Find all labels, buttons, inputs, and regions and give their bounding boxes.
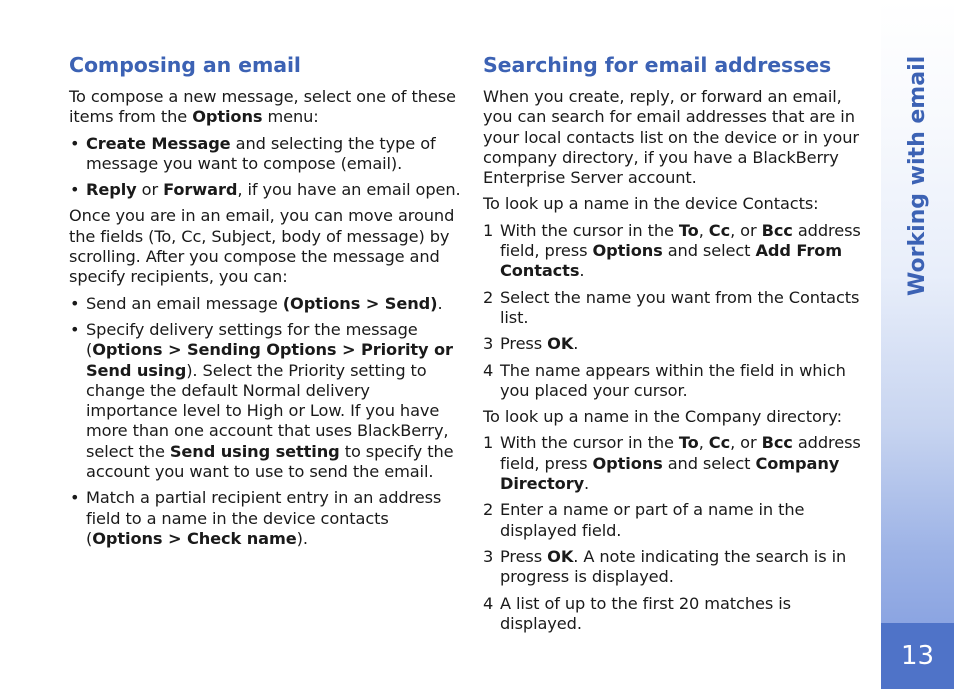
list-item: 4 A list of up to the first 20 matches is displayed.: [483, 593, 791, 633]
body-paragraph: Once you are in an email, you can move around the fields (To, Cc, Subject, body of message) by scrolling. After you compose the message and specify recipients, you can:: [69, 206, 455, 287]
company-directory-steps: [483, 433, 871, 634]
list-item: 4 The name appears within the field in which you placed your cursor.: [483, 360, 846, 400]
bullet-glyph: •: [70, 488, 80, 508]
list-item: 3 Press OK.: [483, 334, 579, 354]
list-item: • Match a partial recipient entry in an address field to a name in the device contacts (Options > Check name).: [70, 488, 442, 548]
section-heading-composing: Composing an email: [69, 53, 301, 77]
list-item: • Specify delivery settings for the message (Options > Sending Options > Priority or Send using). Select the Priority setting to change the default Normal delivery importance level to High or Low. If you have more than one account that uses BlackBerry, select the Send using setting to specify the account you want to use to send the email.: [70, 319, 454, 482]
actions-list: [69, 294, 461, 550]
device-contacts-steps: [483, 221, 871, 401]
section-heading-searching: Searching for email addresses: [483, 53, 832, 77]
right-column: [483, 52, 871, 640]
list-item: 2 Enter a name or part of a name in the displayed field.: [483, 500, 805, 540]
intro-paragraph: To compose a new message, select one of these items from the Options menu:: [69, 87, 456, 127]
company-directory-intro: To look up a name in the Company directory:: [483, 407, 842, 427]
options-menu-list: [69, 134, 461, 201]
list-item: 3 Press OK. A note indicating the search is in progress is displayed.: [483, 546, 847, 587]
intro-paragraph: When you create, reply, or forward an email, you can search for email addresses that are in your local contacts list on the device or in your company directory, if you have a BlackBerry Enterprise Server account.: [483, 87, 859, 188]
bullet-glyph: •: [70, 319, 80, 339]
left-column: [69, 52, 461, 555]
list-item: • Create Message and selecting the type of message you want to compose (email).: [70, 133, 436, 173]
device-contacts-intro: To look up a name in the device Contacts:: [483, 194, 819, 214]
bullet-glyph: •: [70, 293, 80, 313]
bullet-glyph: •: [70, 180, 80, 200]
bullet-glyph: •: [70, 133, 80, 153]
list-item: 2 Select the name you want from the Contacts list.: [483, 287, 860, 327]
page-number: 13: [881, 623, 954, 689]
chapter-title: Working with email: [905, 55, 930, 296]
list-item: • Send an email message (Options > Send).: [70, 293, 443, 313]
list-item: 1 With the cursor in the To, Cc, or Bcc address field, press Options and select Company Directory.: [483, 433, 861, 494]
list-item: 1 With the cursor in the To, Cc, or Bcc address field, press Options and select Add From Contacts.: [483, 220, 861, 281]
list-item: • Reply or Forward, if you have an email open.: [70, 180, 461, 200]
chapter-sidebar: [881, 0, 954, 689]
